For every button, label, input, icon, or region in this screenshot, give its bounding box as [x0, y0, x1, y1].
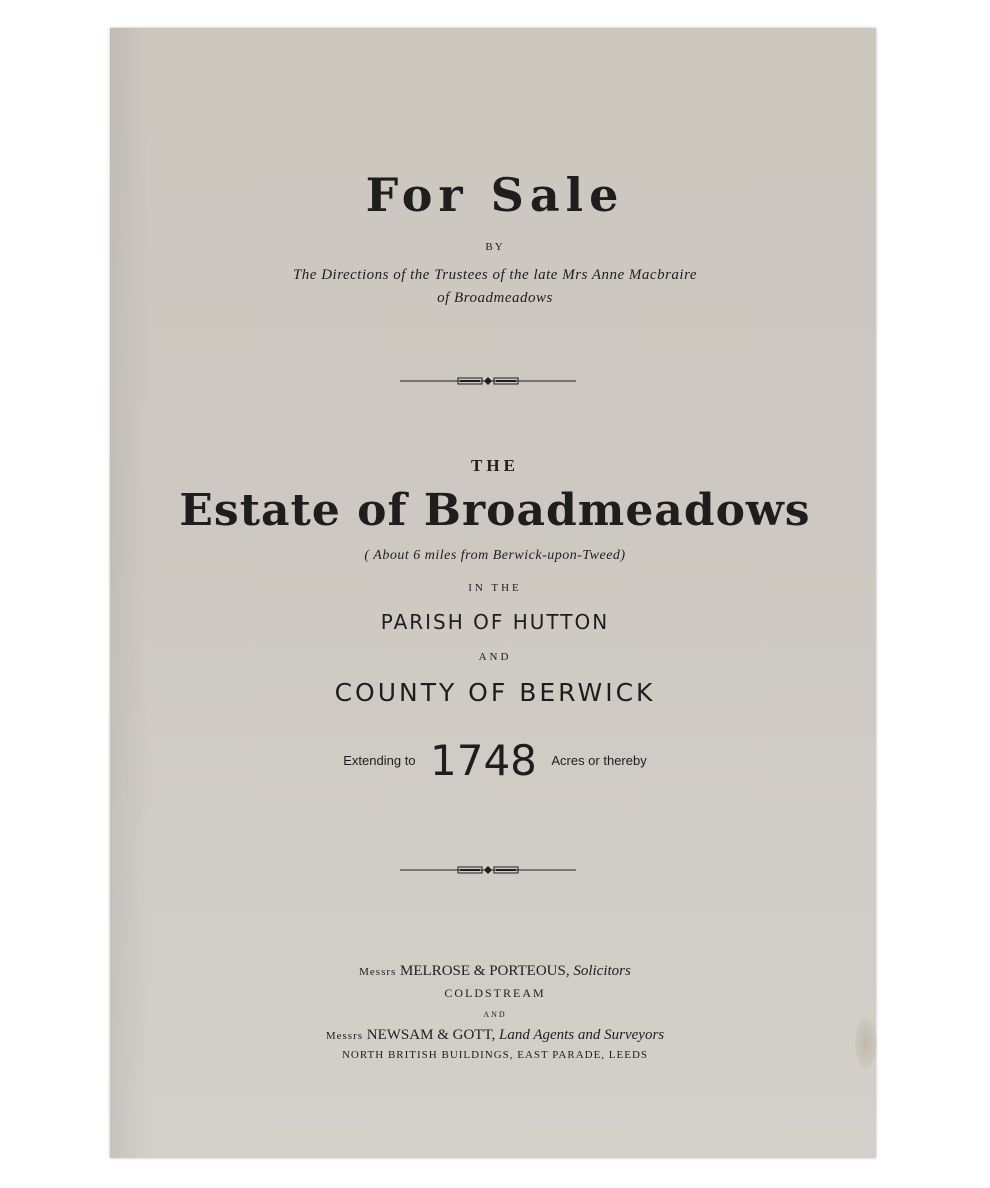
for-sale-heading: For Sale — [365, 168, 625, 222]
and-label: AND — [478, 651, 512, 663]
solicitors-town: COLDSTREAM — [444, 986, 546, 1000]
firm2-role: Land Agents and Surveyors — [499, 1027, 665, 1043]
firm2-name: NEWSAM & GOTT, — [366, 1027, 496, 1043]
ornamental-rule-bottom — [400, 864, 576, 876]
by-label: BY — [485, 241, 505, 253]
directions-line-2: of Broadmeadows — [437, 290, 553, 306]
distance-note: ( About 6 miles from Berwick-upon-Tweed) — [364, 548, 626, 563]
land-agents-line — [0, 1027, 990, 1044]
directions-line-1: The Directions of the Trustees of the late Mrs Anne Macbraire — [292, 267, 698, 283]
extent-line — [0, 736, 990, 785]
land-agents-address: NORTH BRITISH BUILDINGS, EAST PARADE, LEEDS — [341, 1049, 649, 1061]
county-heading: COUNTY OF BERWICK — [334, 678, 656, 707]
extent-suffix: Acres or thereby — [551, 753, 647, 768]
and-label-agents: AND — [483, 1010, 507, 1019]
parish-heading: PARISH OF HUTTON — [380, 610, 610, 634]
in-the-label: IN THE — [468, 582, 522, 594]
the-label: THE — [471, 456, 519, 475]
ornamental-rule-top — [400, 375, 576, 387]
firm1-role: Solicitors — [573, 963, 631, 979]
firm1-name: MELROSE & PORTEOUS, — [400, 963, 570, 979]
solicitors-line — [0, 963, 990, 980]
estate-title: Estate of Broadmeadows — [179, 485, 811, 536]
firm2-prefix: Messrs — [325, 1030, 364, 1042]
firm1-prefix: Messrs — [359, 966, 397, 978]
extent-prefix: Extending to — [343, 753, 416, 768]
acreage-figure: 1748 — [430, 736, 537, 785]
